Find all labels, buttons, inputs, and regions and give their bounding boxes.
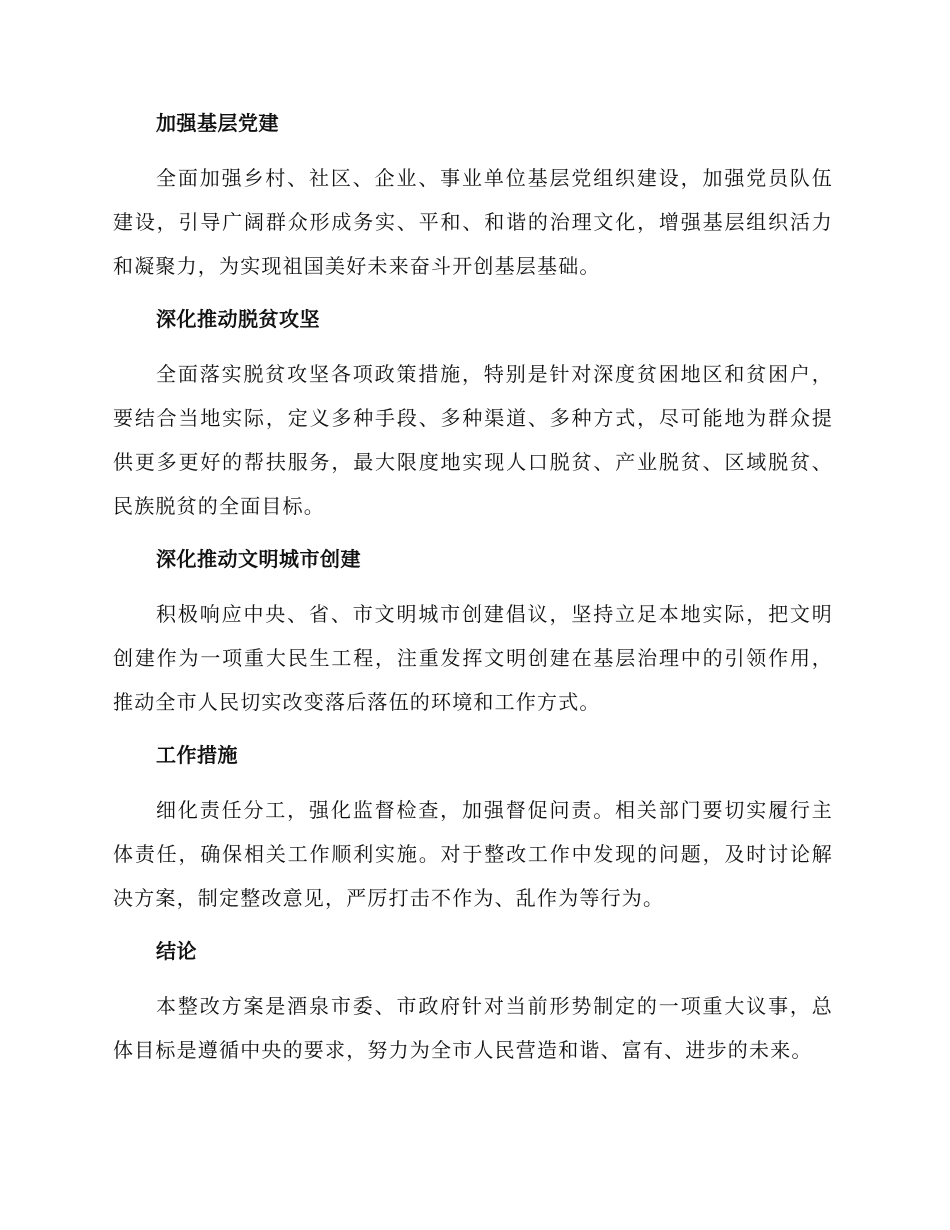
section-paragraph: 细化责任分工，强化监督检查，加强督促问责。相关部门要切实履行主体责任，确保相关工作顺利实施。对于整改工作中发现的问题，及时讨论解决方案，制定整改意见，严厉打击不作为、乱作为等行为。: [113, 798, 833, 910]
section: [113, 304, 833, 528]
section-heading: 工作措施: [156, 743, 238, 767]
section: [113, 740, 833, 920]
section: [113, 544, 833, 724]
section-paragraph: 全面落实脱贫攻坚各项政策措施，特别是针对深度贫困地区和贫困户，要结合当地实际，定义多种手段、多种渠道、多种方式，尽可能地为群众提供更多更好的帮扶服务，最大限度地实现人口脱贫、产业脱贫、区域脱贫、民族脱贫的全面目标。: [113, 362, 833, 518]
section-heading: 结论: [156, 939, 197, 963]
section-paragraph: 全面加强乡村、社区、企业、事业单位基层党组织建设，加强党员队伍建设，引导广阔群众形成务实、平和、和谐的治理文化，增强基层组织活力和凝聚力，为实现祖国美好未来奋斗开创基层基础。: [113, 166, 833, 278]
section-paragraph: 积极响应中央、省、市文明城市创建倡议，坚持立足本地实际，把文明创建作为一项重大民生工程，注重发挥文明创建在基层治理中的引领作用，推动全市人民切实改变落后落伍的环境和工作方式。: [113, 602, 833, 714]
document-page: [113, 108, 833, 1088]
section: [113, 936, 833, 1072]
section-heading: 深化推动文明城市创建: [156, 547, 361, 571]
section-heading: 加强基层党建: [156, 111, 279, 135]
section-heading: 深化推动脱贫攻坚: [156, 307, 320, 331]
section-paragraph: 本整改方案是酒泉市委、市政府针对当前形势制定的一项重大议事，总体目标是遵循中央的要求，努力为全市人民营造和谐、富有、进步的未来。: [113, 994, 833, 1062]
section: [113, 108, 833, 288]
